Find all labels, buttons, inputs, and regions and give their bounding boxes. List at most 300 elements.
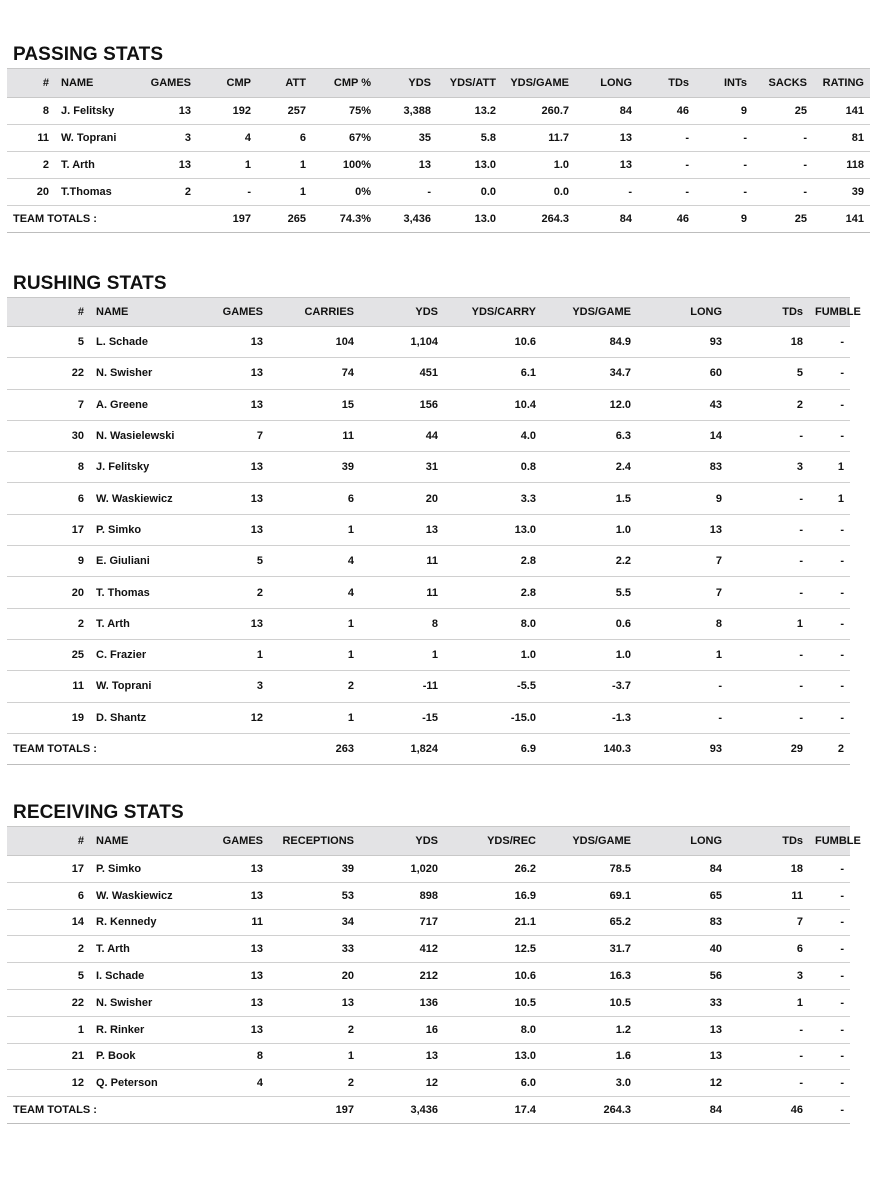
column-header: YDS/ATT (437, 69, 502, 98)
stat-cell: 13 (194, 452, 269, 483)
jersey-number-cell: 21 (7, 1043, 90, 1070)
player-name-cell: R. Rinker (90, 1016, 194, 1043)
stat-cell: -1.3 (542, 702, 637, 733)
table-row (7, 452, 850, 483)
passing-stats-title: PASSING STATS (13, 44, 164, 65)
stat-cell: 1,104 (360, 327, 444, 358)
stat-cell: - (728, 483, 809, 514)
jersey-number-cell: 17 (7, 856, 90, 883)
stat-cell: 1.0 (502, 152, 575, 179)
column-header: YDS/GAME (542, 298, 637, 327)
player-name-cell: P. Simko (90, 856, 194, 883)
total-cell: 1,824 (360, 733, 444, 764)
stat-cell: 10.6 (444, 963, 542, 990)
column-header: CMP % (312, 69, 377, 98)
stat-cell: 2.4 (542, 452, 637, 483)
table-row (7, 963, 850, 990)
stat-cell: 13 (377, 152, 437, 179)
stat-cell: 25 (753, 98, 813, 125)
stat-cell: 5 (194, 546, 269, 577)
stat-cell: - (728, 702, 809, 733)
stat-cell: - (809, 389, 850, 420)
stat-cell: 18 (728, 856, 809, 883)
stat-cell: 20 (269, 963, 360, 990)
receiving-stats-table (7, 826, 861, 1124)
stat-cell: 11 (194, 909, 269, 936)
jersey-number-cell: 6 (7, 882, 90, 909)
stat-cell: 34.7 (542, 358, 637, 389)
stat-cell: 9 (637, 483, 728, 514)
table-header-row (7, 69, 870, 98)
total-cell: 6.9 (444, 733, 542, 764)
stat-cell: 1 (269, 514, 360, 545)
column-header: INTs (695, 69, 753, 98)
column-header: RATING (813, 69, 870, 98)
stat-cell: 13.0 (444, 514, 542, 545)
stat-cell: 13 (194, 483, 269, 514)
jersey-number-cell: 20 (7, 179, 55, 206)
stat-cell: 11 (269, 420, 360, 451)
stat-cell: - (728, 546, 809, 577)
stat-cell: - (575, 179, 638, 206)
stat-cell: - (728, 639, 809, 670)
stat-cell: 1.2 (542, 1016, 637, 1043)
total-cell: 29 (728, 733, 809, 764)
stat-cell: 93 (637, 327, 728, 358)
stat-cell: 260.7 (502, 98, 575, 125)
stat-cell: - (695, 179, 753, 206)
total-cell: 3,436 (360, 1097, 444, 1124)
column-header: YDS (360, 827, 444, 856)
total-cell: - (809, 1097, 850, 1124)
stat-cell: 13 (194, 989, 269, 1016)
table-row (7, 702, 850, 733)
stat-cell: 39 (269, 856, 360, 883)
player-name-cell: W. Waskiewicz (90, 882, 194, 909)
stat-cell: - (728, 577, 809, 608)
total-cell: 2 (809, 733, 850, 764)
jersey-number-cell: 8 (7, 98, 55, 125)
stat-cell: 10.5 (542, 989, 637, 1016)
column-header: SACKS (753, 69, 813, 98)
jersey-number-cell: 2 (7, 936, 90, 963)
total-cell: 25 (753, 206, 813, 233)
total-cell: 3,436 (377, 206, 437, 233)
stat-cell: 33 (269, 936, 360, 963)
player-name-cell: L. Schade (90, 327, 194, 358)
stat-cell: 12.0 (542, 389, 637, 420)
stat-cell: - (695, 125, 753, 152)
stat-cell: 1 (257, 152, 312, 179)
stat-cell: 21.1 (444, 909, 542, 936)
stat-cell: 13 (637, 514, 728, 545)
stat-cell: 3 (127, 125, 197, 152)
stat-cell: 1.6 (542, 1043, 637, 1070)
stat-cell: 83 (637, 909, 728, 936)
stat-cell: 10.6 (444, 327, 542, 358)
stat-cell: - (809, 856, 850, 883)
passing-stats-table (7, 68, 870, 233)
stat-cell: 1 (728, 608, 809, 639)
stat-cell: -5.5 (444, 671, 542, 702)
stat-cell: 6.1 (444, 358, 542, 389)
passing-table-body (7, 98, 870, 233)
stat-cell: 100% (312, 152, 377, 179)
stat-cell: - (728, 514, 809, 545)
stat-cell: 1.5 (542, 483, 637, 514)
jersey-number-cell: 2 (7, 608, 90, 639)
table-row (7, 152, 870, 179)
stat-cell: 7 (728, 909, 809, 936)
stat-cell: - (753, 152, 813, 179)
jersey-number-cell: 1 (7, 1016, 90, 1043)
stat-cell: - (809, 963, 850, 990)
stat-cell: 2 (728, 389, 809, 420)
stat-cell: 1.0 (542, 514, 637, 545)
total-cell: 265 (257, 206, 312, 233)
column-header: RECEPTIONS (269, 827, 360, 856)
stat-cell: 2 (194, 577, 269, 608)
stat-cell: 65 (637, 882, 728, 909)
total-cell: 84 (637, 1097, 728, 1124)
stat-cell: 2 (269, 1070, 360, 1097)
total-cell: 263 (269, 733, 360, 764)
stat-cell: 104 (269, 327, 360, 358)
stat-cell: 5.8 (437, 125, 502, 152)
stat-cell: 8 (194, 1043, 269, 1070)
jersey-number-cell: 2 (7, 152, 55, 179)
stat-cell: 1 (809, 452, 850, 483)
column-header: # (7, 69, 55, 98)
stat-cell: 0% (312, 179, 377, 206)
stat-cell: 2 (127, 179, 197, 206)
stat-cell: 13 (127, 98, 197, 125)
player-name-cell: E. Giuliani (90, 546, 194, 577)
jersey-number-cell: 9 (7, 546, 90, 577)
player-name-cell: W. Toprani (90, 671, 194, 702)
stat-cell: 26.2 (444, 856, 542, 883)
table-row (7, 989, 850, 1016)
column-header: TDs (728, 827, 809, 856)
jersey-number-cell: 11 (7, 671, 90, 702)
total-cell: 46 (728, 1097, 809, 1124)
stat-cell: 13 (194, 514, 269, 545)
stat-cell: 56 (637, 963, 728, 990)
stat-cell: 13 (637, 1043, 728, 1070)
stat-cell: 2 (269, 1016, 360, 1043)
stat-cell: 2 (269, 671, 360, 702)
stat-cell: 8.0 (444, 1016, 542, 1043)
stat-cell: 1 (269, 1043, 360, 1070)
stat-cell: 40 (637, 936, 728, 963)
stat-cell: 13 (194, 1016, 269, 1043)
stat-cell: 13.2 (437, 98, 502, 125)
player-name-cell: R. Kennedy (90, 909, 194, 936)
table-row (7, 856, 850, 883)
stat-cell: 3.3 (444, 483, 542, 514)
stat-cell: 156 (360, 389, 444, 420)
stat-cell: 6 (728, 936, 809, 963)
jersey-number-cell: 6 (7, 483, 90, 514)
stat-cell: 44 (360, 420, 444, 451)
stat-cell: - (809, 1043, 850, 1070)
column-header: YDS/REC (444, 827, 542, 856)
player-name-cell: T. Arth (55, 152, 127, 179)
stat-cell: 13 (194, 856, 269, 883)
stat-cell: 46 (638, 98, 695, 125)
stat-cell: - (809, 327, 850, 358)
stat-cell: 0.8 (444, 452, 542, 483)
column-header: FUMBLE (809, 298, 850, 327)
stat-cell: - (809, 514, 850, 545)
table-row (7, 1070, 850, 1097)
jersey-number-cell: 8 (7, 452, 90, 483)
stat-cell: - (377, 179, 437, 206)
stat-cell: 4 (194, 1070, 269, 1097)
stat-cell: - (809, 639, 850, 670)
stat-cell: 16 (360, 1016, 444, 1043)
column-header: YDS/GAME (542, 827, 637, 856)
stat-cell: 1 (269, 639, 360, 670)
stat-cell: 1.0 (542, 639, 637, 670)
column-header: FUMBLE (809, 827, 850, 856)
stat-cell: 3 (194, 671, 269, 702)
stat-cell: - (809, 909, 850, 936)
stat-cell: 2.2 (542, 546, 637, 577)
total-cell: 9 (695, 206, 753, 233)
column-header: LONG (637, 298, 728, 327)
stat-cell: 4.0 (444, 420, 542, 451)
rushing-stats-title: RUSHING STATS (13, 273, 167, 294)
stat-cell: - (728, 420, 809, 451)
table-row (7, 909, 850, 936)
stat-cell: 1 (360, 639, 444, 670)
column-header: LONG (575, 69, 638, 98)
total-cell: 197 (197, 206, 257, 233)
jersey-number-cell: 12 (7, 1070, 90, 1097)
player-name-cell: J. Felitsky (90, 452, 194, 483)
rushing-stats-table (7, 297, 861, 765)
stat-cell: 257 (257, 98, 312, 125)
stat-cell: 136 (360, 989, 444, 1016)
player-name-cell: W. Toprani (55, 125, 127, 152)
passing-stats-section (7, 42, 864, 233)
stat-cell: 141 (813, 98, 870, 125)
stat-cell: 84 (637, 856, 728, 883)
stat-cell: 15 (269, 389, 360, 420)
player-name-cell: Q. Peterson (90, 1070, 194, 1097)
stat-cell: -15 (360, 702, 444, 733)
stat-cell: 35 (377, 125, 437, 152)
stat-cell: - (809, 936, 850, 963)
stat-cell: 6 (257, 125, 312, 152)
jersey-number-cell: 14 (7, 909, 90, 936)
total-cell: 13.0 (437, 206, 502, 233)
stat-cell: 4 (269, 546, 360, 577)
jersey-number-cell: 11 (7, 125, 55, 152)
stat-cell: 898 (360, 882, 444, 909)
stat-cell: 13 (194, 608, 269, 639)
jersey-number-cell: 30 (7, 420, 90, 451)
stat-cell: 6.3 (542, 420, 637, 451)
stat-cell: - (809, 577, 850, 608)
stat-cell: 1 (257, 179, 312, 206)
stat-cell: 0.6 (542, 608, 637, 639)
stat-cell: - (809, 608, 850, 639)
stat-cell: 118 (813, 152, 870, 179)
receiving-table-body (7, 856, 850, 1124)
column-header: GAMES (194, 298, 269, 327)
total-cell: 93 (637, 733, 728, 764)
stat-cell: 3.0 (542, 1070, 637, 1097)
stat-cell: 13 (194, 358, 269, 389)
player-name-cell: T.Thomas (55, 179, 127, 206)
stat-cell: - (637, 671, 728, 702)
stat-cell: 43 (637, 389, 728, 420)
total-cell: 84 (575, 206, 638, 233)
stat-cell: 3,388 (377, 98, 437, 125)
stat-cell: 7 (637, 546, 728, 577)
jersey-number-cell: 19 (7, 702, 90, 733)
stat-cell: 1 (809, 483, 850, 514)
team-totals-row (7, 206, 870, 233)
table-row (7, 389, 850, 420)
column-header: # (7, 298, 90, 327)
stat-cell: 13 (194, 327, 269, 358)
stat-cell: 75% (312, 98, 377, 125)
stat-cell: 11 (360, 577, 444, 608)
table-row (7, 358, 850, 389)
stat-cell: - (809, 546, 850, 577)
player-name-cell: T. Arth (90, 936, 194, 963)
stat-cell: 13 (194, 963, 269, 990)
table-row (7, 1016, 850, 1043)
stat-cell: 7 (194, 420, 269, 451)
column-header: ATT (257, 69, 312, 98)
jersey-number-cell: 7 (7, 389, 90, 420)
player-name-cell: N. Wasielewski (90, 420, 194, 451)
stat-cell: 13.0 (437, 152, 502, 179)
stat-cell: 83 (637, 452, 728, 483)
table-header-row (7, 298, 850, 327)
stat-cell: 13 (194, 389, 269, 420)
stat-cell: 18 (728, 327, 809, 358)
stat-cell: 39 (813, 179, 870, 206)
stat-cell: 8.0 (444, 608, 542, 639)
jersey-number-cell: 5 (7, 963, 90, 990)
stat-cell: 1 (269, 608, 360, 639)
column-header: NAME (90, 827, 194, 856)
column-header: GAMES (127, 69, 197, 98)
stat-cell: 12 (637, 1070, 728, 1097)
team-totals-row (7, 733, 850, 764)
table-row (7, 546, 850, 577)
stat-cell: - (809, 420, 850, 451)
column-header: TDs (728, 298, 809, 327)
receiving-stats-section (7, 800, 861, 1124)
table-row (7, 608, 850, 639)
stat-cell: 451 (360, 358, 444, 389)
stat-cell: 6.0 (444, 1070, 542, 1097)
stat-cell: 717 (360, 909, 444, 936)
stat-cell: 4 (269, 577, 360, 608)
team-totals-label: TEAM TOTALS : (7, 206, 197, 233)
table-row (7, 179, 870, 206)
stat-cell: - (809, 358, 850, 389)
stat-cell: 12 (360, 1070, 444, 1097)
stat-cell: 84.9 (542, 327, 637, 358)
stat-cell: 81 (813, 125, 870, 152)
stat-cell: - (753, 179, 813, 206)
stat-cell: 1 (197, 152, 257, 179)
stat-cell: 53 (269, 882, 360, 909)
column-header: NAME (55, 69, 127, 98)
rushing-stats-section (7, 271, 861, 765)
column-header: LONG (637, 827, 728, 856)
stat-cell: 16.3 (542, 963, 637, 990)
stat-cell: - (809, 882, 850, 909)
stat-cell: 6 (269, 483, 360, 514)
stat-cell: 31 (360, 452, 444, 483)
stat-cell: 0.0 (437, 179, 502, 206)
stat-cell: 8 (360, 608, 444, 639)
player-name-cell: N. Swisher (90, 989, 194, 1016)
stat-cell: - (638, 179, 695, 206)
stat-cell: -3.7 (542, 671, 637, 702)
stat-cell: 11 (728, 882, 809, 909)
stat-cell: - (638, 152, 695, 179)
jersey-number-cell: 25 (7, 639, 90, 670)
column-header: CMP (197, 69, 257, 98)
stat-cell: 7 (637, 577, 728, 608)
stat-cell: 14 (637, 420, 728, 451)
stat-cell: 4 (197, 125, 257, 152)
table-row (7, 1043, 850, 1070)
table-row (7, 98, 870, 125)
stat-cell: 13 (637, 1016, 728, 1043)
stat-cell: 12 (194, 702, 269, 733)
table-row (7, 671, 850, 702)
stat-cell: 3 (728, 452, 809, 483)
stat-cell: 78.5 (542, 856, 637, 883)
stat-cell: - (809, 989, 850, 1016)
stat-cell: - (728, 1070, 809, 1097)
stat-cell: 2.8 (444, 546, 542, 577)
stat-cell: 13 (575, 152, 638, 179)
table-row (7, 327, 850, 358)
stat-cell: 12.5 (444, 936, 542, 963)
stat-cell: - (809, 671, 850, 702)
receiving-stats-title: RECEIVING STATS (13, 802, 184, 823)
stat-cell: 20 (360, 483, 444, 514)
stat-cell: 3 (728, 963, 809, 990)
stat-cell: 1 (194, 639, 269, 670)
table-row (7, 483, 850, 514)
total-cell: 46 (638, 206, 695, 233)
stat-cell: - (728, 1043, 809, 1070)
stat-cell: - (695, 152, 753, 179)
player-name-cell: D. Shantz (90, 702, 194, 733)
table-row (7, 420, 850, 451)
jersey-number-cell: 22 (7, 358, 90, 389)
player-name-cell: N. Swisher (90, 358, 194, 389)
stat-cell: 5 (728, 358, 809, 389)
player-name-cell: P. Simko (90, 514, 194, 545)
stat-cell: 2.8 (444, 577, 542, 608)
column-header: CARRIES (269, 298, 360, 327)
stat-cell: 1,020 (360, 856, 444, 883)
stat-cell: - (753, 125, 813, 152)
